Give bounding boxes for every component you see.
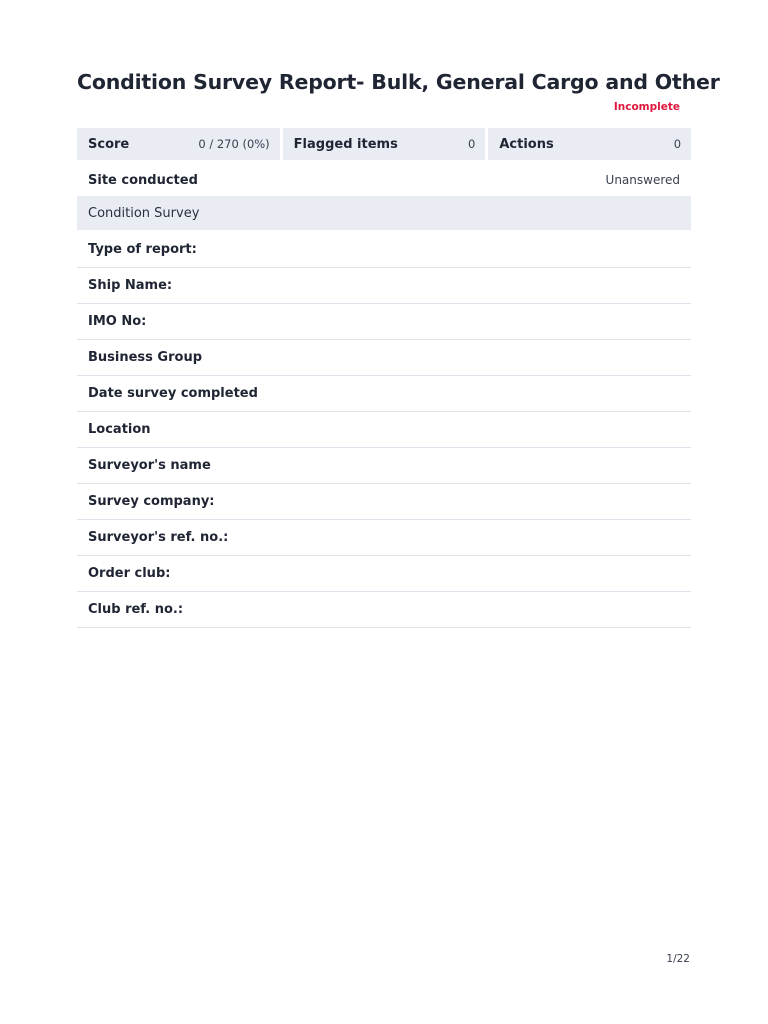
flagged-items-label: Flagged items xyxy=(293,136,398,152)
field-row-imo-no xyxy=(77,304,691,340)
field-label: Type of report: xyxy=(88,242,197,257)
status-badge: Incomplete xyxy=(613,101,680,113)
field-row-club-ref-no xyxy=(77,592,691,628)
field-label: Order club: xyxy=(88,566,171,581)
field-row-date-survey-completed xyxy=(77,376,691,412)
field-row-surveyors-ref-no xyxy=(77,520,691,556)
site-conducted-label: Site conducted xyxy=(88,172,198,188)
flagged-items-value: 0 xyxy=(468,137,476,151)
field-label: Business Group xyxy=(88,350,203,365)
field-label: Location xyxy=(88,422,151,437)
field-label: Club ref. no.: xyxy=(88,602,184,617)
section-header-condition-survey: Condition Survey xyxy=(77,196,691,230)
field-label: Surveyor's name xyxy=(88,458,211,473)
actions-value: 0 xyxy=(673,137,682,151)
field-label: IMO No: xyxy=(88,314,147,329)
site-conducted-answer: Unanswered xyxy=(605,173,680,187)
field-list xyxy=(77,232,691,628)
field-row-type-of-report xyxy=(77,232,691,268)
field-row-order-club xyxy=(77,556,691,592)
page-title: Condition Survey Report- Bulk, General Cargo and Other xyxy=(77,70,720,94)
page-number: 1/22 xyxy=(666,953,690,965)
field-label: Date survey completed xyxy=(88,386,258,401)
score-cell xyxy=(77,128,280,160)
summary-bar xyxy=(77,128,691,160)
score-label: Score xyxy=(88,136,130,152)
field-row-ship-name xyxy=(77,268,691,304)
field-row-surveyors-name xyxy=(77,448,691,484)
field-label: Survey company: xyxy=(88,494,215,509)
field-row-location xyxy=(77,412,691,448)
field-row-survey-company xyxy=(77,484,691,520)
field-label: Surveyor's ref. no.: xyxy=(88,530,229,545)
score-value: 0 / 270 (0%) xyxy=(198,137,270,151)
field-label: Ship Name: xyxy=(88,278,173,293)
field-row-business-group xyxy=(77,340,691,376)
flagged-items-cell xyxy=(283,128,486,160)
actions-cell xyxy=(488,128,691,160)
site-conducted-row xyxy=(77,164,691,196)
actions-label: Actions xyxy=(499,136,554,152)
